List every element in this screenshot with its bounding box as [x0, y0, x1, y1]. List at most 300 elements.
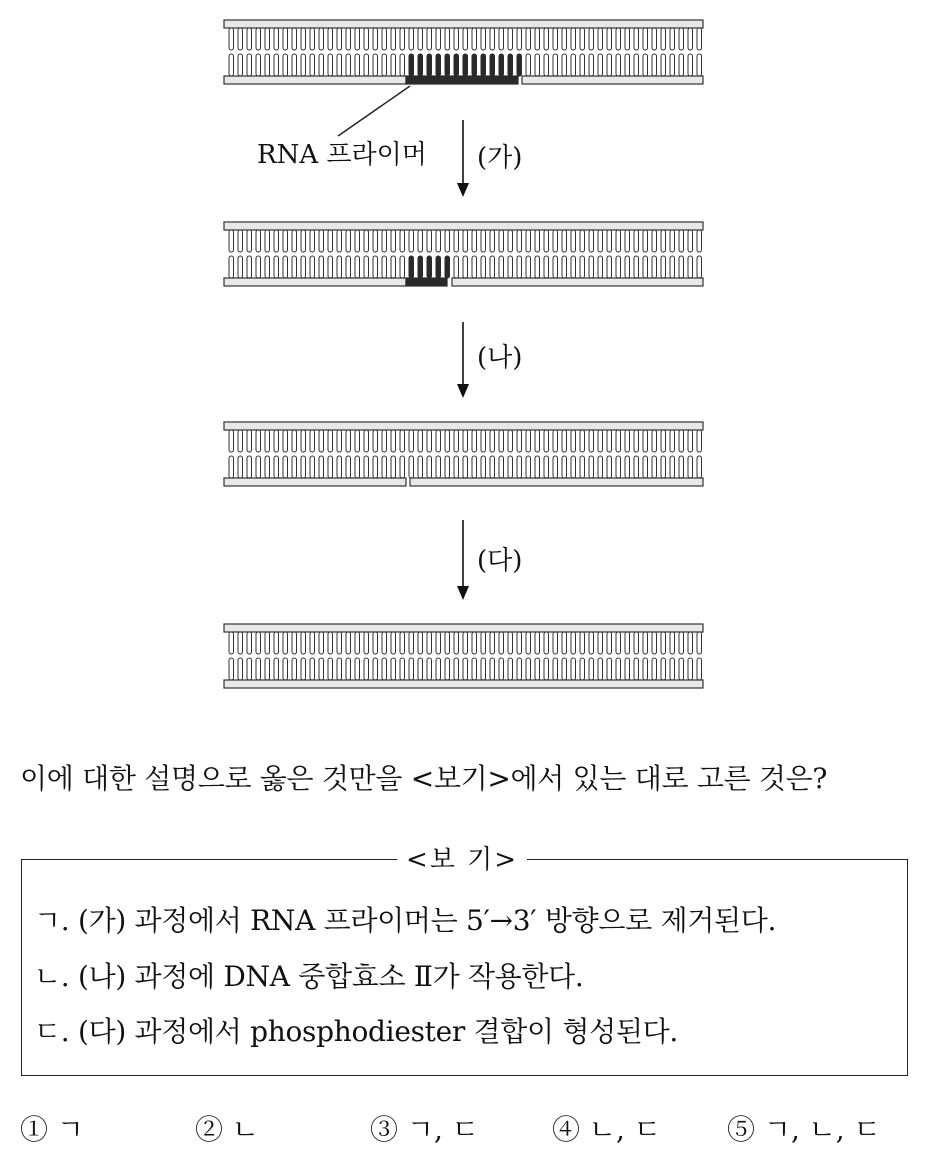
base-bottom: [310, 658, 315, 680]
primer-base: [499, 54, 504, 76]
base-bottom: [454, 658, 459, 680]
primer-base: [445, 54, 450, 76]
base-bottom: [382, 658, 387, 680]
base-top: [382, 28, 387, 50]
stage-3-duplex-with-nick: [224, 422, 703, 486]
answer-choices: [20, 1108, 920, 1148]
base-bottom: [292, 256, 297, 278]
base-bottom: [562, 658, 567, 680]
base-bottom: [283, 456, 288, 478]
base-bottom: [256, 456, 261, 478]
base-top: [292, 430, 297, 452]
base-bottom: [652, 54, 657, 76]
bottom-strand-segment: [410, 478, 703, 486]
base-bottom: [229, 54, 234, 76]
base-bottom: [454, 456, 459, 478]
base-bottom: [355, 54, 360, 76]
base-bottom: [418, 658, 423, 680]
base-top: [247, 430, 252, 452]
base-bottom: [661, 256, 666, 278]
base-top: [625, 28, 630, 50]
base-top: [373, 632, 378, 654]
base-top: [346, 632, 351, 654]
bottom-strand-segment: [224, 278, 406, 286]
base-bottom: [589, 658, 594, 680]
base-bottom: [553, 456, 558, 478]
stage-4-duplex-sealed: [224, 624, 703, 688]
base-top: [346, 230, 351, 252]
base-bottom: [697, 256, 702, 278]
base-bottom: [562, 456, 567, 478]
base-top: [373, 230, 378, 252]
base-top: [454, 430, 459, 452]
base-top: [445, 28, 450, 50]
choice-4[interactable]: ④ ㄴ, ㄷ: [552, 1113, 661, 1146]
base-top: [580, 230, 585, 252]
base-bottom: [256, 256, 261, 278]
base-top: [634, 430, 639, 452]
base-top: [301, 430, 306, 452]
base-bottom: [661, 54, 666, 76]
base-top: [508, 230, 513, 252]
base-top: [634, 632, 639, 654]
base-bottom: [544, 256, 549, 278]
base-top: [688, 28, 693, 50]
base-bottom: [661, 658, 666, 680]
base-top: [301, 28, 306, 50]
base-bottom: [499, 658, 504, 680]
base-top: [283, 230, 288, 252]
base-bottom: [328, 256, 333, 278]
base-bottom: [364, 658, 369, 680]
base-top: [598, 632, 603, 654]
base-top: [535, 28, 540, 50]
base-bottom: [517, 456, 522, 478]
base-top: [553, 632, 558, 654]
base-top: [292, 230, 297, 252]
base-top: [265, 28, 270, 50]
base-top: [400, 28, 405, 50]
base-top: [301, 632, 306, 654]
base-bottom: [382, 256, 387, 278]
base-bottom: [544, 54, 549, 76]
base-bottom: [400, 456, 405, 478]
base-bottom: [571, 54, 576, 76]
base-bottom: [508, 658, 513, 680]
base-bottom: [670, 256, 675, 278]
base-top: [652, 430, 657, 452]
statement-digeut: ㄷ. (다) 과정에서 phosphodiester 결합이 형성된다.: [34, 1015, 678, 1048]
choice-1[interactable]: ① ㄱ: [20, 1113, 84, 1146]
top-strand: [224, 422, 703, 430]
base-bottom: [238, 658, 243, 680]
base-top: [382, 430, 387, 452]
base-bottom: [661, 456, 666, 478]
base-bottom: [481, 658, 486, 680]
base-top: [346, 430, 351, 452]
base-bottom: [607, 658, 612, 680]
base-top: [607, 430, 612, 452]
base-top: [679, 28, 684, 50]
base-top: [418, 28, 423, 50]
base-top: [499, 632, 504, 654]
base-top: [355, 632, 360, 654]
base-bottom: [643, 658, 648, 680]
base-bottom: [301, 54, 306, 76]
base-bottom: [328, 456, 333, 478]
base-top: [625, 632, 630, 654]
bogi-box-top-right: [527, 859, 907, 860]
base-top: [238, 430, 243, 452]
arrow-step-ga: [457, 120, 469, 197]
base-top: [697, 632, 702, 654]
base-top: [454, 632, 459, 654]
base-bottom: [688, 256, 693, 278]
base-bottom: [319, 456, 324, 478]
base-bottom: [499, 256, 504, 278]
base-top: [256, 632, 261, 654]
base-top: [562, 230, 567, 252]
base-bottom: [400, 256, 405, 278]
base-top: [328, 430, 333, 452]
base-bottom: [616, 256, 621, 278]
base-bottom: [535, 658, 540, 680]
base-bottom: [580, 456, 585, 478]
base-top: [454, 230, 459, 252]
base-bottom: [634, 256, 639, 278]
base-bottom: [283, 256, 288, 278]
choice-3[interactable]: ③ ㄱ, ㄷ: [370, 1113, 479, 1146]
base-bottom: [364, 456, 369, 478]
base-bottom: [319, 658, 324, 680]
base-top: [400, 430, 405, 452]
base-bottom: [382, 54, 387, 76]
base-top: [472, 230, 477, 252]
base-bottom: [274, 456, 279, 478]
primer-base: [436, 256, 441, 278]
base-bottom: [418, 456, 423, 478]
base-bottom: [634, 456, 639, 478]
base-top: [283, 430, 288, 452]
base-bottom: [679, 658, 684, 680]
base-bottom: [616, 456, 621, 478]
base-top: [292, 28, 297, 50]
primer-pointer-line: [338, 86, 410, 136]
base-bottom: [553, 658, 558, 680]
base-top: [652, 632, 657, 654]
base-bottom: [499, 456, 504, 478]
base-bottom: [607, 256, 612, 278]
base-top: [688, 632, 693, 654]
bottom-strand-segment: [224, 478, 406, 486]
base-top: [409, 230, 414, 252]
base-bottom: [526, 256, 531, 278]
primer-base: [463, 54, 468, 76]
base-top: [580, 430, 585, 452]
base-bottom: [319, 256, 324, 278]
base-top: [661, 230, 666, 252]
base-top: [580, 632, 585, 654]
base-bottom: [652, 456, 657, 478]
base-top: [265, 632, 270, 654]
base-top: [337, 430, 342, 452]
base-top: [427, 430, 432, 452]
base-top: [391, 230, 396, 252]
primer-base: [481, 54, 486, 76]
base-top: [607, 28, 612, 50]
base-bottom: [373, 256, 378, 278]
base-top: [697, 28, 702, 50]
base-top: [535, 632, 540, 654]
base-bottom: [643, 256, 648, 278]
base-top: [553, 230, 558, 252]
base-top: [427, 632, 432, 654]
base-bottom: [508, 456, 513, 478]
base-top: [589, 430, 594, 452]
base-bottom: [436, 456, 441, 478]
base-bottom: [472, 456, 477, 478]
base-bottom: [229, 456, 234, 478]
base-bottom: [490, 256, 495, 278]
base-bottom: [391, 54, 396, 76]
primer-backbone: [406, 278, 447, 286]
base-top: [283, 28, 288, 50]
base-top: [508, 632, 513, 654]
choice-2[interactable]: ② ㄴ: [195, 1113, 259, 1146]
base-bottom: [301, 456, 306, 478]
base-bottom: [382, 456, 387, 478]
base-top: [463, 632, 468, 654]
base-bottom: [445, 456, 450, 478]
base-top: [238, 632, 243, 654]
base-top: [292, 632, 297, 654]
base-top: [391, 28, 396, 50]
base-bottom: [328, 658, 333, 680]
base-top: [238, 230, 243, 252]
base-bottom: [247, 658, 252, 680]
base-top: [472, 430, 477, 452]
base-top: [400, 632, 405, 654]
base-bottom: [472, 256, 477, 278]
arrow-step-da: [457, 520, 469, 600]
base-top: [472, 28, 477, 50]
top-strand: [224, 20, 703, 28]
base-top: [265, 230, 270, 252]
base-top: [616, 632, 621, 654]
base-bottom: [643, 456, 648, 478]
base-bottom: [625, 456, 630, 478]
base-top: [571, 230, 576, 252]
statement-nieun: ㄴ. (나) 과정에 DNA 중합효소 Ⅱ가 작용한다.: [34, 960, 584, 993]
base-top: [283, 632, 288, 654]
base-bottom: [625, 256, 630, 278]
base-bottom: [490, 456, 495, 478]
base-top: [247, 632, 252, 654]
base-top: [634, 28, 639, 50]
base-top: [319, 430, 324, 452]
base-bottom: [625, 54, 630, 76]
base-bottom: [346, 456, 351, 478]
base-bottom: [580, 658, 585, 680]
base-bottom: [490, 658, 495, 680]
base-top: [679, 632, 684, 654]
base-top: [490, 28, 495, 50]
primer-base: [409, 256, 414, 278]
base-bottom: [544, 658, 549, 680]
choice-5[interactable]: ⑤ ㄱ, ㄴ, ㄷ: [727, 1113, 881, 1146]
bottom-strand-segment: [224, 76, 406, 84]
base-top: [643, 230, 648, 252]
base-bottom: [400, 54, 405, 76]
base-top: [697, 430, 702, 452]
base-bottom: [409, 658, 414, 680]
base-bottom: [526, 658, 531, 680]
base-top: [310, 430, 315, 452]
base-bottom: [634, 658, 639, 680]
bottom-strand-segment: [224, 680, 703, 688]
base-top: [436, 28, 441, 50]
base-top: [616, 230, 621, 252]
base-top: [697, 230, 702, 252]
base-top: [301, 230, 306, 252]
base-bottom: [310, 456, 315, 478]
base-top: [562, 28, 567, 50]
base-top: [490, 430, 495, 452]
primer-base: [445, 256, 450, 278]
base-top: [319, 632, 324, 654]
base-top: [463, 230, 468, 252]
primer-base: [454, 54, 459, 76]
base-top: [616, 430, 621, 452]
base-top: [400, 230, 405, 252]
base-top: [652, 230, 657, 252]
base-bottom: [238, 256, 243, 278]
base-top: [571, 430, 576, 452]
base-top: [427, 230, 432, 252]
base-top: [481, 28, 486, 50]
base-bottom: [562, 54, 567, 76]
base-bottom: [598, 658, 603, 680]
base-top: [247, 230, 252, 252]
base-top: [337, 632, 342, 654]
base-top: [490, 632, 495, 654]
base-top: [589, 28, 594, 50]
base-bottom: [562, 256, 567, 278]
base-top: [562, 632, 567, 654]
primer-base: [436, 54, 441, 76]
bottom-strand-segment: [452, 278, 703, 286]
base-top: [328, 632, 333, 654]
base-top: [418, 230, 423, 252]
base-top: [445, 230, 450, 252]
base-top: [508, 430, 513, 452]
base-top: [337, 28, 342, 50]
base-top: [688, 230, 693, 252]
base-bottom: [355, 456, 360, 478]
base-bottom: [292, 658, 297, 680]
base-bottom: [337, 456, 342, 478]
base-top: [616, 28, 621, 50]
base-bottom: [265, 456, 270, 478]
base-bottom: [346, 256, 351, 278]
base-bottom: [274, 256, 279, 278]
base-bottom: [265, 54, 270, 76]
base-bottom: [319, 54, 324, 76]
base-bottom: [589, 256, 594, 278]
base-top: [598, 430, 603, 452]
base-top: [679, 230, 684, 252]
base-top: [535, 430, 540, 452]
base-bottom: [544, 456, 549, 478]
base-top: [229, 430, 234, 452]
base-bottom: [283, 658, 288, 680]
top-strand: [224, 624, 703, 632]
primer-base: [418, 54, 423, 76]
base-top: [553, 28, 558, 50]
base-top: [256, 230, 261, 252]
base-bottom: [598, 456, 603, 478]
base-top: [355, 230, 360, 252]
base-top: [670, 230, 675, 252]
base-bottom: [265, 256, 270, 278]
base-bottom: [256, 54, 261, 76]
base-top: [661, 430, 666, 452]
base-bottom: [364, 256, 369, 278]
base-top: [517, 28, 522, 50]
base-bottom: [679, 54, 684, 76]
primer-base: [418, 256, 423, 278]
base-top: [661, 632, 666, 654]
base-bottom: [481, 256, 486, 278]
step-label-da: (다): [477, 546, 523, 576]
base-top: [364, 430, 369, 452]
base-top: [319, 230, 324, 252]
base-bottom: [517, 256, 522, 278]
base-bottom: [481, 456, 486, 478]
base-top: [643, 430, 648, 452]
base-bottom: [301, 256, 306, 278]
base-bottom: [607, 456, 612, 478]
base-top: [580, 28, 585, 50]
base-top: [544, 632, 549, 654]
base-top: [328, 28, 333, 50]
base-bottom: [679, 456, 684, 478]
base-bottom: [337, 256, 342, 278]
base-bottom: [265, 658, 270, 680]
base-bottom: [697, 54, 702, 76]
base-top: [382, 230, 387, 252]
base-bottom: [697, 456, 702, 478]
top-strand: [224, 222, 703, 230]
base-bottom: [517, 658, 522, 680]
base-bottom: [238, 456, 243, 478]
base-top: [643, 632, 648, 654]
base-top: [427, 28, 432, 50]
base-top: [373, 430, 378, 452]
base-top: [409, 28, 414, 50]
base-top: [607, 230, 612, 252]
base-top: [670, 28, 675, 50]
base-top: [535, 230, 540, 252]
base-top: [229, 230, 234, 252]
base-bottom: [247, 456, 252, 478]
base-top: [409, 632, 414, 654]
base-bottom: [427, 456, 432, 478]
base-bottom: [346, 658, 351, 680]
base-top: [391, 632, 396, 654]
base-top: [625, 230, 630, 252]
base-top: [247, 28, 252, 50]
